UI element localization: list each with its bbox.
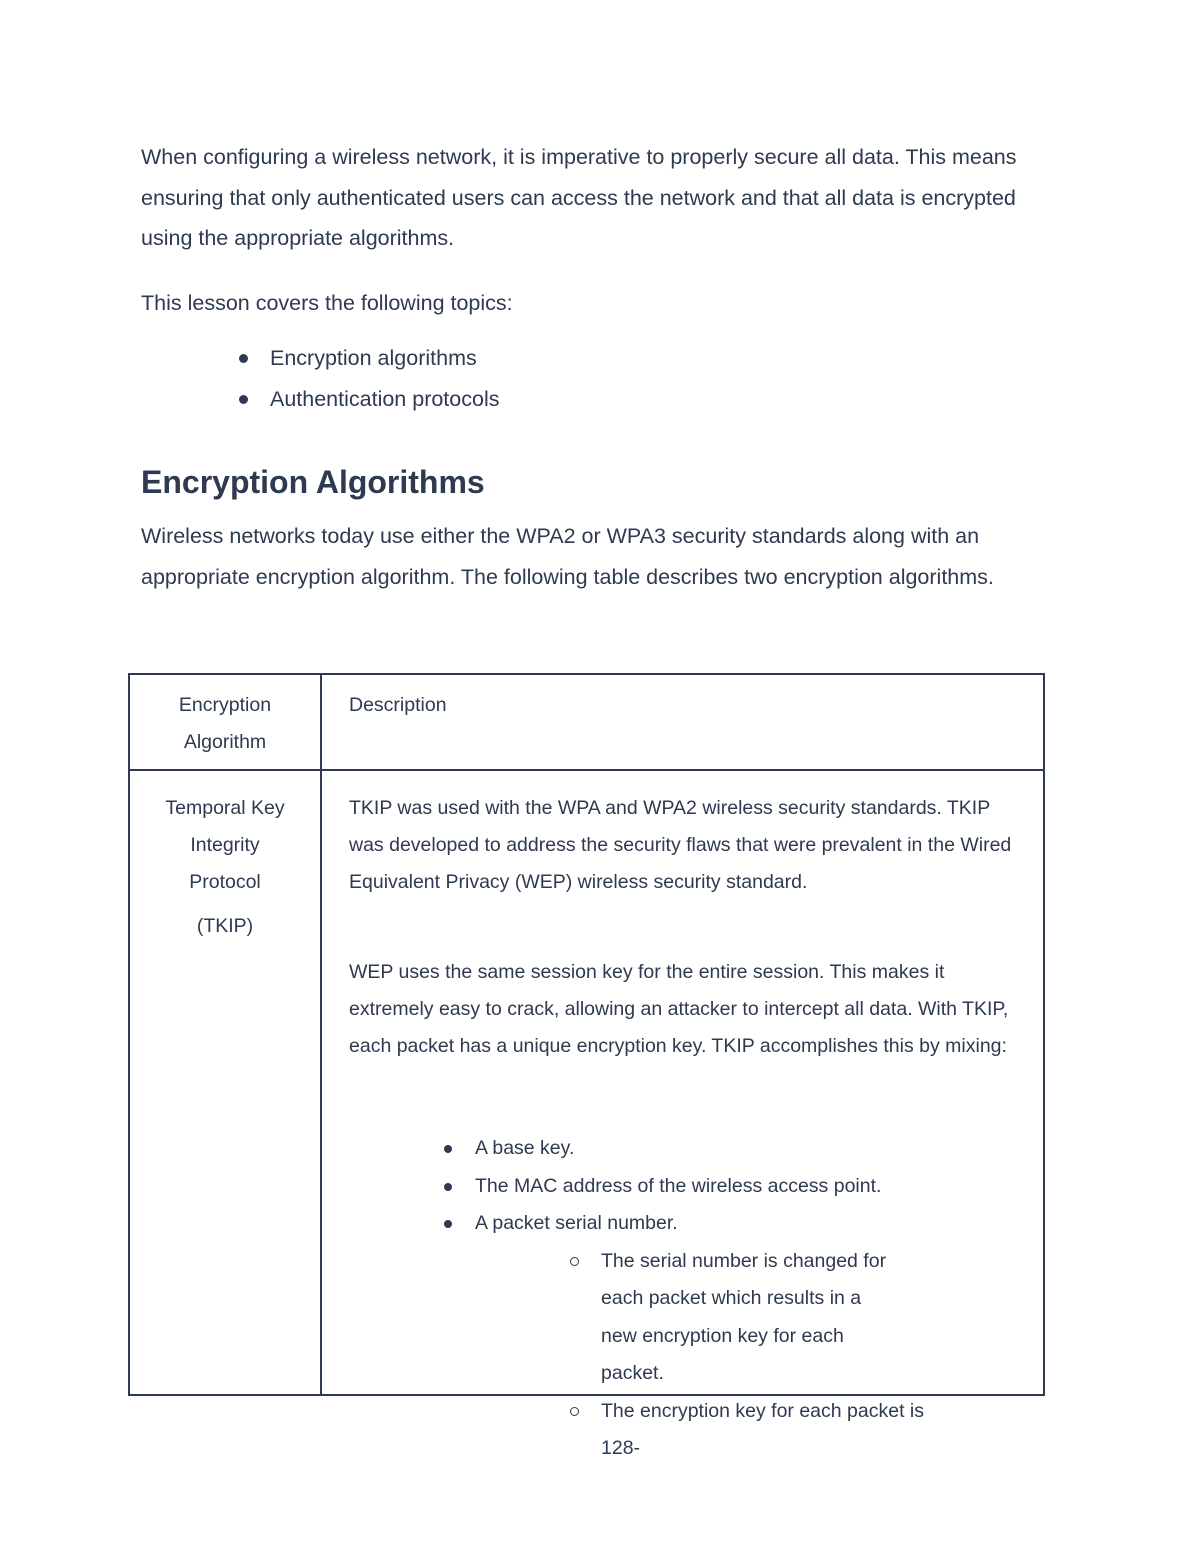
serial-notes-list [475,1243,1029,1468]
row-divider [130,769,1043,771]
bullet-icon [444,1145,452,1153]
list-item [141,338,1071,379]
topic-label: Authentication protocols [270,387,500,411]
header-algorithm: Encryption Algorithm [178,694,272,753]
mix-items-list [349,1130,1029,1468]
section-heading: Encryption Algorithms [141,464,485,500]
mix-item-label: A packet serial number. [475,1212,678,1234]
bullet-icon [239,395,248,404]
algorithm-abbreviation: (TKIP) [196,915,254,937]
list-item [349,1130,1029,1168]
list-item [475,1393,941,1468]
document-page [141,137,1071,626]
section-paragraph: Wireless networks today use either the WPA2 or WPA3 security standards along with an appropriate encryption algorithm. The following table describes two encryption algorithms. [141,524,994,589]
hollow-bullet-icon [570,1407,579,1416]
list-item [349,1205,1029,1468]
intro-paragraph: When configuring a wireless network, it is imperative to properly secure all data. This means ensuring that only authenticated users can access the network and that all data is encrypted using the appropriate algorithms. [141,145,1017,250]
description-paragraph: TKIP was used with the WPA and WPA2 wireless security standards. TKIP was developed to address the security flaws that were prevalent in the Wired Equivalent Privacy (WEP) wireless security standard. [349,797,1012,893]
column-divider [320,675,322,1394]
header-description: Description [349,694,447,716]
description-paragraph: WEP uses the same session key for the entire session. This makes it extremely easy to crack, allowing an attacker to intercept all data. With TKIP, each packet has a unique encryption key. TKIP accomplishes this by mixing: [349,961,1009,1057]
topics-lead: This lesson covers the following topics: [141,290,513,315]
encryption-table [128,673,1045,1459]
topics-list [141,338,1071,420]
list-item [475,1243,901,1393]
bullet-icon [239,354,248,363]
serial-note-label: The serial number is changed for each packet which results in a new encryption key for each packet. [601,1249,887,1384]
list-item [141,379,1071,420]
algorithm-name: Temporal Key Integrity Protocol [165,797,285,893]
hollow-bullet-icon [570,1257,579,1266]
mix-item-label: A base key. [475,1137,575,1159]
serial-note-label: The encryption key for each packet is 128- [601,1399,924,1459]
mix-item-label: The MAC address of the wireless access point. [475,1174,882,1197]
bullet-icon [444,1220,452,1228]
list-item [349,1168,1029,1206]
bullet-icon [444,1183,452,1191]
topic-label: Encryption algorithms [270,346,477,370]
